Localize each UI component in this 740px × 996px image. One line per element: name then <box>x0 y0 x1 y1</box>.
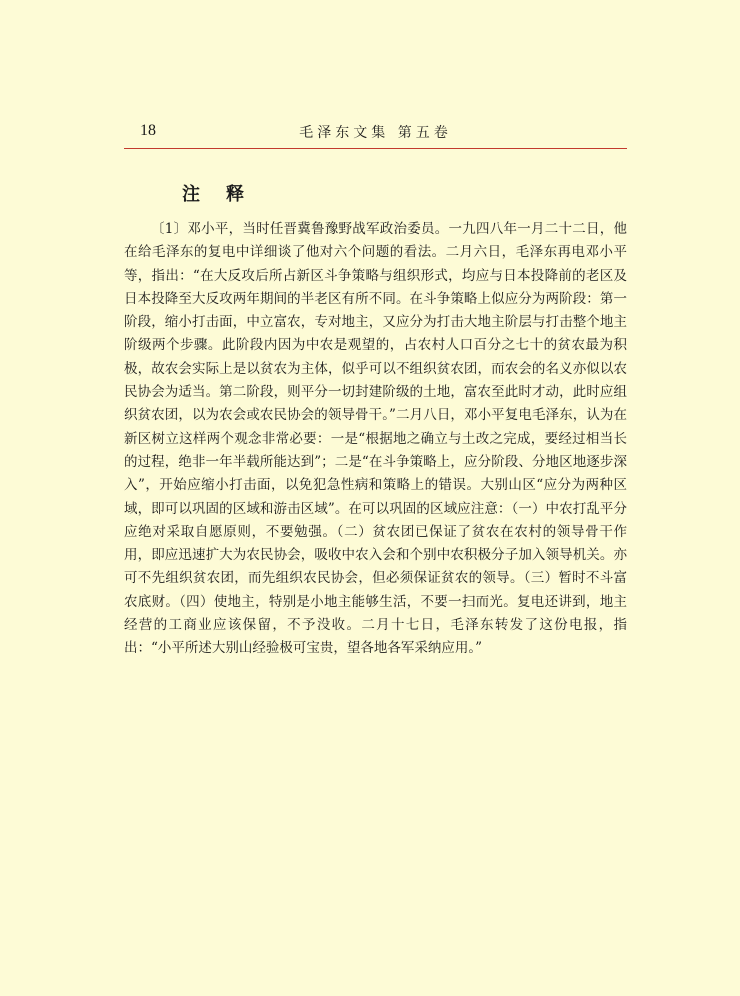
note-paragraph: 〔1〕邓小平，当时任晋冀鲁豫野战军政治委员。一九四八年一月二十二日，他在给毛泽东的复电中详细谈了他对六个问题的看法。二月六日，毛泽东再电邓小平等，指出：“在大反攻后所占新区斗争策略与组织形式，均应与日本投降前的老区及日本投降至大反攻两年期间的半老区有所不同。在斗争策略上似应分为两阶段：第一阶段，缩小打击面，中立富农，专对地主，又应分为打击大地主阶层与打击整个地主阶级两个步骤。此阶段内因为中农是观望的，占农村人口百分之七十的贫农最为积极，故农会实际上是以贫农为主体，似乎可以不组织贫农团，而农会的名义亦似以农民协会为适当。第二阶段，则平分一切封建阶级的土地，富农至此时才动，此时应组织贫农团，以为农会或农民协会的领导骨干。”二月八日，邓小平复电毛泽东，认为在新区树立这样两个观念非常必要：一是“根据地之确立与土改之完成，要经过相当长的过程，绝非一年半载所能达到”；二是“在斗争策略上，应分阶段、分地区地逐步深入”，开始应缩小打击面，以免犯急性病和策略上的错误。大别山区“应分为两种区域，即可以巩固的区域和游击区域”。在可以巩固的区域应注意：（一）中农打乱平分应绝对采取自愿原则，不要勉强。（二）贫农团已保证了贫农在农村的领导骨干作用，即应迅速扩大为农民协会，吸收中农入会和个别中农积极分子加入领导机关。亦可不先组织贫农团，而先组织农民协会，但必须保证贫农的领导。（三）暂时不斗富农底财。（四）使地主，特别是小地主能够生活，不要一扫而光。复电还讲到，地主经营的工商业应该保留，不予没收。二月十七日，毛泽东转发了这份电报，指出：“小平所述大别山经验极可宝贵，望各地各军采纳应用。” <box>124 221 627 657</box>
page-header <box>124 120 627 149</box>
notes-section-title: 注释 <box>182 184 270 205</box>
page-number: 18 <box>140 122 156 139</box>
running-title: 毛泽东文集 第五卷 <box>299 125 452 141</box>
